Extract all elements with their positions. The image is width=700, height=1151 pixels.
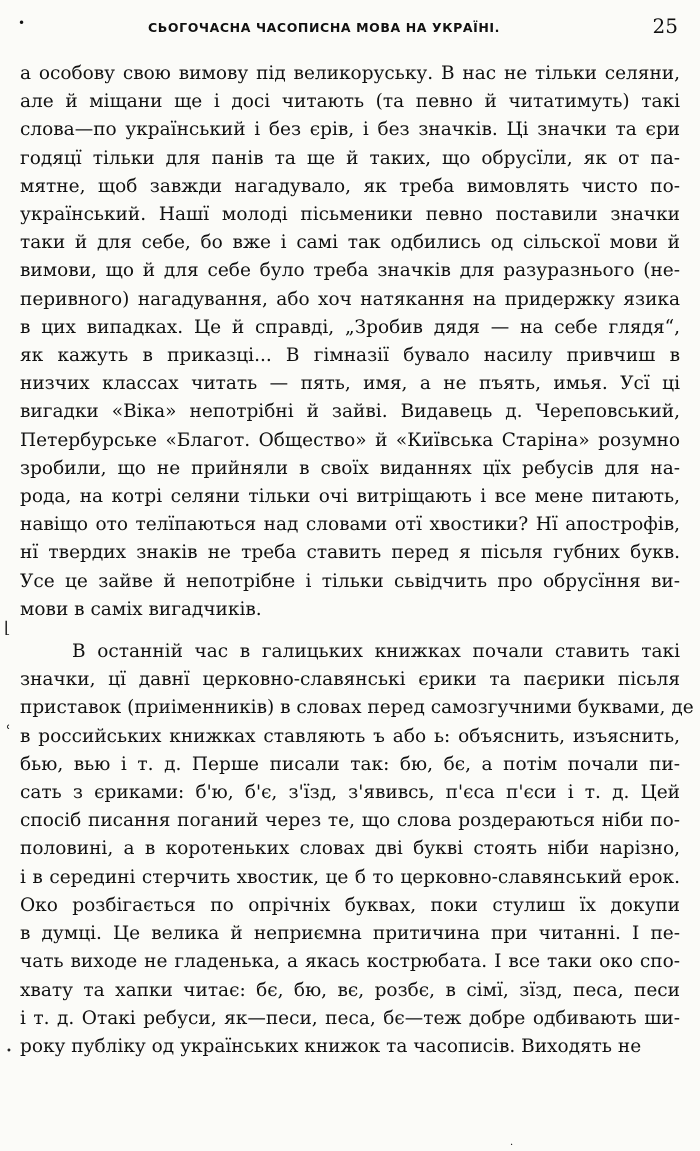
text-line: половині, а в коротеньких словах дві букві стоять ніби нарізно,	[20, 838, 680, 860]
text-line: нї твердих знаків не треба ставить перед я пісьля губних букв.	[20, 542, 680, 564]
text-line: сать з єриками: б'ю, б'є, з'їзд, з'явивсь, п'єса п'єси і т. д. Цей	[20, 782, 680, 804]
text-line: вимови, що й для себе було треба значків для разуразнього (не-	[20, 260, 680, 282]
text-line: спосіб писання поганий через те, що слова роздераються ніби по-	[20, 810, 680, 832]
page-header	[18, 14, 678, 44]
text-line: значки, цї давнї церковно-славянські єрики та паєрики пісьля	[20, 669, 680, 691]
text-line: перивного) нагадування, або хоч натякання на придержку язика	[20, 288, 680, 310]
text-line: Око розбігається по опрічніх буквах, поки стулиш їх докупи	[20, 894, 680, 916]
text-line: в цих випадках. Це й справді, „Зробив дядя — на себе глядя“,	[20, 316, 680, 338]
running-head: СЬОГОЧАСНА ЧАСОПИСНА МОВА НА УКРАЇНІ.	[148, 20, 501, 35]
text-line: чать виходе не гладенька, а якась кострюбата. І все таки око спо-	[20, 951, 680, 973]
text-line: таки й для себе, бо вже і самі так одбились од сільскої мови й	[20, 232, 680, 254]
margin-bracket-mark: ⌊	[4, 618, 11, 637]
text-line: Петербурське «Благот. Общество» й «Київська Старіна» розумно	[20, 429, 680, 451]
text-line: В останній час в галицьких книжках почали ставить такі	[72, 641, 680, 663]
text-line: як кажуть в приказці... В гімназії бувало насилу привчиш в	[20, 345, 680, 367]
text-line: в российських книжках ставляють ъ або ь: объяснить, изъяснить,	[20, 725, 680, 747]
text-line: навіщо ото телїпаються над словами отї хвостики? Нї апострофів,	[20, 514, 680, 536]
text-line: бью, вью і т. д. Перше писали так: бю, бє, а потім почали пи-	[20, 753, 680, 775]
page-number: 25	[652, 14, 678, 38]
paragraph	[20, 60, 680, 624]
text-line: слова—по український і без єрів, і без значків. Ці значки та єри	[20, 119, 680, 141]
paragraph	[20, 638, 694, 1061]
text-line: мятне, щоб завжди нагадувало, як треба вимовлять чисто по-	[20, 175, 680, 197]
text-line: в думці. Це велика й неприємна притичина при читанні. І пе-	[20, 923, 680, 945]
paragraph-gap	[20, 624, 680, 638]
text-line: і в середині стерчить хвостик, це б то церковно-славянський ерок.	[20, 866, 680, 888]
text-line: року публіку од українських книжок та часописів. Виходять не	[20, 1035, 642, 1057]
text-line: але й міщани ще і досі читають (та певно й читатимуть) такі	[20, 91, 680, 113]
margin-dot-mark: •	[6, 1046, 12, 1057]
text-line: хвату та хапки читає: бє, бю, вє, розбє, в сімї, зїзд, песа, песи	[20, 979, 680, 1001]
text-line: приставок (приіменників) в словах перед самозгучними буквами, де	[20, 697, 694, 719]
text-line: і т. д. Отакі ребуси, як—песи, песа, бє—теж добре одбивають ши-	[20, 1007, 680, 1029]
text-line: низчих классах читать — пять, имя, а не пъять, имья. Усї ці	[20, 373, 680, 395]
text-line: а особову свою вимову під великоруську. В нас не тільки селяни,	[20, 63, 680, 84]
margin-tick-mark: ʿ	[6, 722, 11, 741]
text-line: рода, на котрі селяни тільки очі витріщають і все мене питають,	[20, 486, 680, 508]
text-line: зробили, що не прийняли в своїх виданнях цїх ребусів для на-	[20, 457, 680, 479]
text-line: Усе це зайве й непотрібне і тільки сьвідчить про обрусїння ви-	[20, 570, 680, 592]
footer-mark: ·	[510, 1140, 514, 1151]
text-line: український. Нашї молоді пісьменики певно поставили значки	[20, 204, 680, 226]
text-line: годяцї тільки для панів та ще й таких, що обрусїли, як от па-	[20, 147, 680, 169]
corner-mark: •	[18, 16, 26, 30]
text-line: мови в саміх вигадчиків.	[20, 598, 262, 620]
text-line: вигадки «Віка» непотрібні й зайві. Видавець д. Череповський,	[20, 401, 680, 423]
body-text	[20, 60, 694, 1061]
